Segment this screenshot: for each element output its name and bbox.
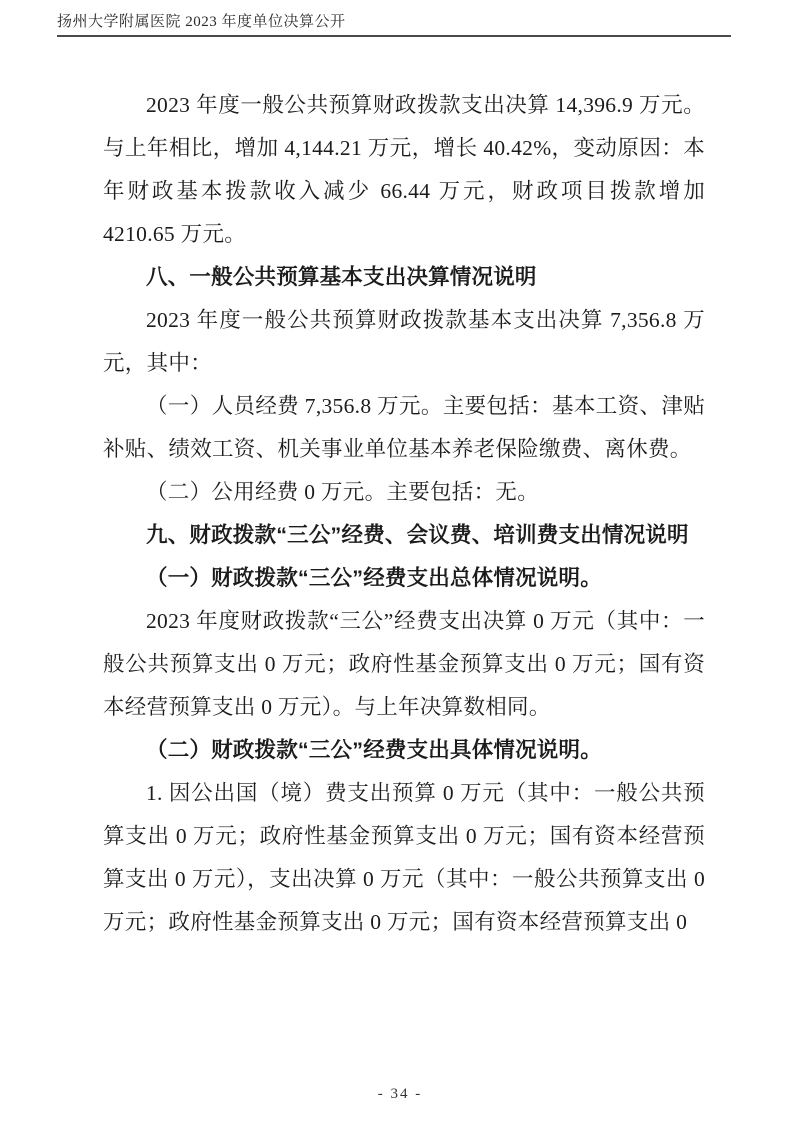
paragraph: 2023 年度一般公共预算财政拨款基本支出决算 7,356.8 万元，其中：: [103, 308, 705, 375]
document-body: [103, 84, 705, 944]
page-header: [57, 12, 731, 37]
page-footer: [0, 1086, 800, 1103]
section-heading: 八、一般公共预算基本支出决算情况说明: [146, 265, 537, 289]
section-heading: （二）财政拨款“三公”经费支出具体情况说明。: [146, 738, 602, 762]
document-header-title: 扬州大学附属医院 2023 年度单位决算公开: [57, 14, 346, 30]
paragraph: 1. 因公出国（境）费支出预算 0 万元（其中：一般公共预算支出 0 万元；政府性基金预算支出 0 万元；国有资本经营预算支出 0 万元），支出决算 0 万元（其中：一般公共预算支出 0 万元；政府性基金预算支出 0 万元；国有资本经营预算支出 0: [103, 781, 705, 934]
paragraph: 2023 年度财政拨款“三公”经费支出决算 0 万元（其中：一般公共预算支出 0 万元；政府性基金预算支出 0 万元；国有资本经营预算支出 0 万元）。与上年决算数相同。: [103, 609, 705, 719]
paragraph: （二）公用经费 0 万元。主要包括：无。: [146, 480, 540, 504]
page-number: - 34 -: [377, 1086, 423, 1102]
paragraph: （一）人员经费 7,356.8 万元。主要包括：基本工资、津贴补贴、绩效工资、机关事业单位基本养老保险缴费、离休费。: [103, 394, 705, 461]
section-heading: 九、财政拨款“三公”经费、会议费、培训费支出情况说明: [146, 523, 689, 547]
paragraph: 2023 年度一般公共预算财政拨款支出决算 14,396.9 万元。与上年相比，增加 4,144.21 万元，增长 40.42%，变动原因：本年财政基本拨款收入减少 66.44 万元，财政项目拨款增加 4210.65 万元。: [103, 93, 705, 246]
section-heading: （一）财政拨款“三公”经费支出总体情况说明。: [146, 566, 602, 590]
header-divider-line: [57, 35, 731, 37]
